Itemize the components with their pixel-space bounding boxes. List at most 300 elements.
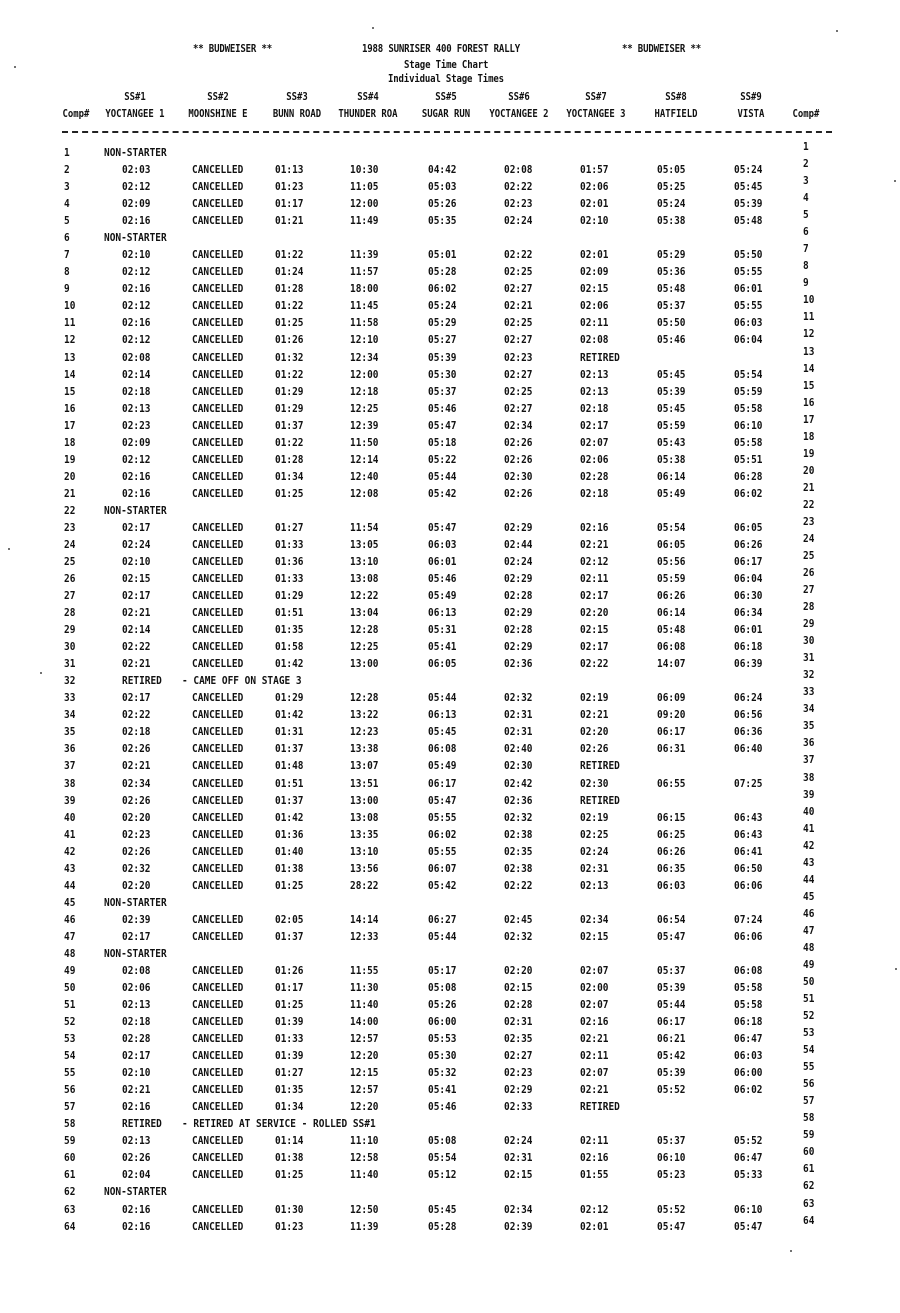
stage-time-cell: CANCELLED [192,401,244,415]
stage-time-cell: 02:32 [504,691,533,705]
comp-number-cell: 37 [803,753,815,767]
comp-number-cell: 6 [64,231,70,245]
comp-number-cell: 15 [803,378,815,392]
stage-time-cell: 05:48 [734,214,763,228]
stage-time-cell: CANCELLED [192,844,244,858]
stage-time-cell: CANCELLED [192,691,244,705]
stage-time-cell: 13:35 [350,827,379,841]
stage-time-cell: CANCELLED [192,316,244,330]
stage-time-cell: 06:27 [428,912,457,926]
stage-time-cell: 01:48 [275,759,304,773]
stage-time-cell: 02:11 [580,316,609,330]
stage-time-cell: 02:09 [580,265,609,279]
column-header-bottom: YOCTANGEE 2 [489,108,549,120]
stage-time-cell: CANCELLED [192,1202,244,1216]
stage-time-cell: 05:52 [657,1202,686,1216]
stage-time-cell: CANCELLED [192,555,244,568]
table-row [0,702,900,725]
stage-time-cell: 05:28 [428,265,457,279]
comp-number-cell: 16 [64,401,76,415]
stage-time-cell: 02:28 [504,998,533,1011]
comp-number-cell: 14 [803,361,815,375]
stage-time-cell: 12:58 [350,1151,379,1165]
table-row [0,975,900,998]
stage-time-cell: CANCELLED [192,1219,244,1233]
stage-time-cell: 02:10 [122,555,151,568]
comp-number-cell: 31 [64,657,76,671]
comp-number-cell: 53 [803,1026,815,1040]
stage-time-cell: 02:26 [122,793,151,807]
stage-time-cell: 01:39 [275,1049,304,1063]
stage-time-cell: 05:39 [657,1066,686,1080]
stage-time-cell: 05:37 [657,963,686,977]
stage-time-cell: 02:28 [504,623,533,637]
comp-number-cell: 7 [64,248,70,262]
column-header-bottom: SUGAR RUN [421,108,471,120]
stage-time-cell: CANCELLED [192,1083,244,1097]
stage-time-cell: NON-STARTER [104,146,167,159]
stage-time-cell: 02:26 [122,1151,151,1165]
stage-time-cell: CANCELLED [192,350,244,364]
comp-number-cell: 39 [803,787,815,801]
comp-number-cell: 38 [64,776,76,790]
stage-time-cell: 01:29 [275,691,304,705]
comp-number-cell: 40 [803,804,815,818]
stage-time-cell: 11:39 [350,248,379,262]
table-row [0,225,900,248]
stage-time-cell: 13:04 [350,606,379,620]
stage-time-cell: 05:33 [734,1168,763,1182]
stage-time-cell: CANCELLED [192,963,244,977]
stage-time-cell: RETIRED [580,350,620,364]
column-header-bottom: YOCTANGEE 3 [566,108,626,120]
table-row [0,446,900,470]
comp-number-cell: 49 [64,963,76,977]
table-row [0,1145,900,1168]
stage-time-cell: 05:45 [657,401,686,415]
stage-time-cell: 02:16 [122,1100,151,1114]
stage-time-cell: 12:23 [350,725,379,739]
stage-time-cell: CANCELLED [192,1134,244,1148]
table-row [0,566,900,589]
comp-number-cell: 46 [803,906,815,920]
table-row [0,157,900,180]
stage-time-cell: 01:30 [275,1202,304,1216]
comp-number-cell: 21 [803,480,815,494]
scan-speck [40,672,42,674]
stage-time-cell: CANCELLED [192,248,244,262]
comp-number-cell: 27 [64,589,76,602]
stage-time-cell: 02:21 [122,1083,151,1097]
comp-number-cell: 34 [803,702,815,716]
stage-time-cell: 05:41 [428,640,457,654]
stage-time-cell: 01:42 [275,810,304,824]
stage-time-cell: 01:25 [275,1168,304,1182]
stage-time-cell: 02:17 [580,640,609,654]
stage-time-cell: 05:44 [428,929,457,943]
stage-time-cell: CANCELLED [192,981,244,994]
stage-time-cell: 05:59 [657,572,686,585]
comp-number-cell: 14 [64,367,76,381]
stage-time-cell: 02:23 [504,350,533,364]
stage-time-cell: NON-STARTER [104,895,167,909]
stage-time-cell: 02:13 [122,401,151,415]
stage-time-cell: 02:36 [504,657,533,671]
stage-time-cell: 02:14 [122,367,151,381]
stage-time-cell: 05:24 [428,299,457,313]
stage-time-cell: 05:26 [428,197,457,211]
stage-time-cell: 01:34 [275,469,304,483]
stage-time-cell: NON-STARTER [104,231,167,245]
stage-time-cell: 05:39 [657,981,686,994]
column-header-top: SS#2 [207,91,229,103]
stage-time-cell: 01:17 [275,981,304,994]
stage-time-cell: 12:28 [350,691,379,705]
stage-time-cell: 02:38 [504,861,533,875]
stage-time-cell: 02:10 [122,248,151,262]
stage-time-cell: 02:36 [504,793,533,807]
comp-number-cell: 18 [64,435,76,449]
stage-time-cell: 06:02 [428,282,457,296]
stage-time-cell: 05:45 [428,725,457,739]
comp-number-cell: 20 [803,463,815,477]
comp-number-cell: 44 [64,878,76,892]
stage-time-cell: 11:40 [350,998,379,1011]
stage-time-cell: 02:21 [122,606,151,620]
stage-time-cell: 01:40 [275,844,304,858]
stage-time-cell: 02:15 [580,623,609,637]
column-header-bottom: BUNN ROAD [272,108,322,120]
column-header-bottom: MOONSHINE E [188,108,248,120]
stage-time-cell: 05:47 [734,1219,763,1233]
stage-time-cell: CANCELLED [192,776,244,790]
comp-number-cell: 60 [64,1151,76,1165]
event-title: 1988 SUNRISER 400 FOREST RALLY [362,42,521,55]
stage-time-cell: 01:57 [580,163,609,176]
stage-time-cell: 06:08 [657,640,686,654]
stage-time-cell: 02:12 [580,555,609,568]
comp-number-cell: 7 [803,242,809,256]
table-row [0,617,900,640]
stage-time-cell: 02:12 [122,333,151,347]
comp-number-cell: 47 [64,929,76,943]
stage-time-cell: 07:24 [734,912,763,926]
table-row [0,1179,900,1202]
stage-time-cell: 02:16 [122,316,151,330]
stage-time-cell: 06:50 [734,861,763,875]
stage-time-cell: 05:47 [428,520,457,534]
stage-time-cell: 01:33 [275,572,304,585]
stage-time-cell: 02:31 [504,708,533,722]
stage-time-cell: 02:33 [504,1100,533,1114]
stage-time-cell: 02:16 [580,1015,609,1028]
stage-time-cell: 05:43 [657,435,686,449]
stage-time-cell: 05:47 [657,1219,686,1233]
stage-time-cell: 06:10 [657,1151,686,1165]
stage-time-cell: 13:10 [350,844,379,858]
stage-time-cell: 02:28 [580,469,609,483]
comp-number-cell: 54 [64,1049,76,1063]
stage-time-cell: 02:29 [504,606,533,620]
stage-time-cell: 05:12 [428,1168,457,1182]
stage-time-cell: 14:07 [657,657,686,671]
stage-time-cell: 01:33 [275,537,304,551]
stage-time-cell: 01:35 [275,1083,304,1097]
comp-number-cell: 62 [803,1179,815,1193]
stage-time-cell: 05:48 [657,623,686,637]
table-row [0,787,900,811]
comp-number-cell: 33 [64,691,76,705]
stage-time-cell: 05:29 [657,248,686,262]
stage-time-cell: CANCELLED [192,197,244,211]
stage-time-cell: 02:28 [504,589,533,602]
stage-time-cell: 01:37 [275,742,304,756]
stage-time-cell: 06:05 [734,520,763,534]
comp-number-cell: 46 [64,912,76,926]
stage-time-cell: 12:15 [350,1066,379,1080]
column-header-top: SS#9 [740,91,762,103]
stage-time-cell: 05:44 [428,469,457,483]
table-row [0,327,900,350]
stage-time-cell: 05:55 [734,265,763,279]
stage-time-cell: 02:09 [122,435,151,449]
stage-time-cell: 01:22 [275,367,304,381]
stage-time-cell: 05:27 [428,333,457,347]
stage-time-cell: 01:29 [275,401,304,415]
table-row [0,310,900,333]
stage-time-cell: 05:17 [428,963,457,977]
stage-time-cell: 13:00 [350,793,379,807]
comp-number-cell: 40 [64,810,76,824]
stage-time-cell: 02:10 [122,1066,151,1080]
stage-time-cell: 01:28 [275,452,304,466]
stage-time-cell: 02:24 [580,844,609,858]
stage-time-cell: 05:32 [428,1066,457,1080]
stage-time-cell: 05:23 [657,1168,686,1182]
table-row [0,1213,900,1237]
stage-time-cell: 12:57 [350,1083,379,1097]
stage-time-cell: 02:11 [580,1134,609,1148]
stage-time-cell: 01:58 [275,640,304,654]
stage-time-cell: 05:29 [428,316,457,330]
stage-time-cell: 02:16 [580,520,609,534]
stage-time-cell: 02:39 [504,1219,533,1233]
comp-number-cell: 55 [803,1060,815,1074]
stage-time-cell: 02:06 [580,299,609,313]
stage-time-cell: 06:17 [428,776,457,790]
comp-number-cell: 45 [64,895,76,909]
stage-time-cell: 02:18 [122,384,151,398]
column-header-top: SS#1 [124,91,146,103]
stage-time-cell: 06:00 [734,1066,763,1080]
stage-time-cell: CANCELLED [192,810,244,824]
stage-time-cell: CANCELLED [192,537,244,551]
stage-time-cell: 05:55 [734,299,763,313]
stage-time-cell: 05:42 [657,1049,686,1063]
stage-time-cell: 13:08 [350,810,379,824]
comp-number-cell: 48 [64,946,76,960]
chart-subtitle: Individual Stage Times [388,72,504,85]
stage-time-cell: 05:53 [428,1032,457,1046]
stage-time-cell: 02:39 [122,912,151,926]
scan-speck [372,27,374,29]
stage-time-cell: 06:05 [428,657,457,671]
stage-time-cell: 01:14 [275,1134,304,1148]
comp-number-cell: 48 [803,940,815,954]
stage-time-cell: 05:59 [657,418,686,432]
stage-time-cell: 11:50 [350,435,379,449]
stage-time-cell: 06:43 [734,810,763,824]
stage-time-cell: 06:13 [428,606,457,620]
comp-number-cell: 43 [64,861,76,875]
stage-time-cell: 05:30 [428,367,457,381]
comp-number-cell: 26 [64,572,76,585]
stage-time-cell: 02:08 [580,333,609,347]
header-divider [62,131,832,133]
stage-time-cell: 02:15 [122,572,151,585]
table-row [0,293,900,316]
stage-time-cell: 12:25 [350,401,379,415]
table-row [0,276,900,299]
stage-time-cell: 02:29 [504,572,533,585]
stage-time-cell: 02:20 [504,963,533,977]
table-row [0,872,900,896]
stage-time-cell: CANCELLED [192,998,244,1011]
stage-time-cell: 10:30 [350,163,379,176]
comp-number-cell: 49 [803,957,815,971]
stage-time-cell: 05:41 [428,1083,457,1097]
comp-number-cell: 30 [64,640,76,654]
stage-time-cell: CANCELLED [192,623,244,637]
comp-number-cell: 33 [803,685,815,699]
comp-number-cell: 61 [64,1168,76,1182]
table-row [0,514,900,538]
comp-number-cell: 39 [64,793,76,807]
stage-time-cell: 02:25 [504,316,533,330]
table-row [0,736,900,759]
stage-time-cell: 06:13 [428,708,457,722]
stage-time-cell: 02:22 [580,657,609,671]
stage-time-cell: CANCELLED [192,384,244,398]
stage-time-cell: 02:23 [504,197,533,211]
stage-time-cell: 05:08 [428,981,457,994]
stage-time-cell: 18:00 [350,282,379,296]
stage-time-cell: 02:14 [122,623,151,637]
stage-time-cell: 05:37 [657,1134,686,1148]
comp-number-cell: 1 [64,146,70,159]
stage-time-cell: 05:08 [428,1134,457,1148]
stage-time-cell: 04:42 [428,163,457,176]
stage-time-cell: 02:07 [580,1066,609,1080]
stage-time-cell: 01:13 [275,163,304,176]
comp-number-cell: 43 [803,855,815,869]
stage-time-cell: 02:30 [504,469,533,483]
stage-time-cell: 01:34 [275,1100,304,1114]
comp-number-cell: 56 [803,1077,815,1091]
stage-time-cell: 06:02 [734,486,763,500]
stage-time-cell: 05:49 [657,486,686,500]
stage-time-cell: 05:58 [734,435,763,449]
stage-time-cell: 05:56 [657,555,686,568]
column-header-bottom: Comp# [792,108,820,120]
stage-time-cell: CANCELLED [192,929,244,943]
stage-time-cell: 06:41 [734,844,763,858]
stage-time-cell: 02:16 [122,486,151,500]
comp-number-cell: 63 [803,1196,815,1210]
stage-time-cell: NON-STARTER [104,503,167,517]
stage-time-cell: 13:00 [350,657,379,671]
table-row [0,923,900,947]
stage-time-cell: 11:58 [350,316,379,330]
stage-time-cell: 06:01 [428,555,457,568]
stage-time-cell: 02:24 [504,555,533,568]
stage-time-cell: 06:26 [734,537,763,551]
stage-time-cell: 02:12 [122,452,151,466]
comp-number-cell: 25 [803,549,815,562]
stage-time-cell: 13:05 [350,537,379,551]
comp-number-cell: 60 [803,1145,815,1159]
stage-time-cell: 01:23 [275,1219,304,1233]
table-row [0,174,900,197]
stage-time-cell: 02:12 [122,180,151,194]
scan-speck [8,548,10,550]
stage-time-cell: 05:44 [428,691,457,705]
stage-time-cell: 13:51 [350,776,379,790]
stage-time-cell: 01:51 [275,606,304,620]
stage-time-cell: CANCELLED [192,861,244,875]
table-row [0,395,900,419]
stage-time-cell: 06:18 [734,1015,763,1028]
stage-time-cell: 05:45 [657,367,686,381]
comp-number-cell: 2 [64,163,70,176]
comp-number-cell: 59 [64,1134,76,1148]
stage-time-cell: 01:38 [275,1151,304,1165]
stage-time-cell: 01:32 [275,350,304,364]
stage-time-cell: 05:24 [657,197,686,211]
stage-time-cell: 02:35 [504,844,533,858]
table-row [0,361,900,385]
stage-time-cell: 05:37 [428,384,457,398]
comp-number-cell: 5 [803,208,809,222]
table-row [0,1060,900,1083]
table-row [0,1026,900,1049]
stage-time-cell: 02:01 [580,197,609,211]
comp-number-cell: 3 [803,174,809,188]
stage-time-cell: 02:27 [504,401,533,415]
comp-number-cell: 13 [803,344,815,358]
table-row [0,651,900,674]
stage-time-cell: 01:26 [275,333,304,347]
comp-number-cell: 52 [64,1015,76,1028]
table-row [0,821,900,845]
stage-time-cell: 02:31 [580,861,609,875]
stage-time-cell: 02:06 [580,452,609,466]
stage-time-cell: 02:21 [580,537,609,551]
stage-time-cell: 01:24 [275,265,304,279]
table-row [0,1094,900,1117]
stage-time-cell: 14:14 [350,912,379,926]
scan-speck [895,968,897,970]
stage-time-cell: 02:12 [580,1202,609,1216]
stage-time-cell: 12:00 [350,367,379,381]
stage-time-cell: 02:34 [122,776,151,790]
stage-time-cell: 02:07 [580,998,609,1011]
stage-time-cell: 06:39 [734,657,763,671]
stage-time-cell: 05:51 [734,452,763,466]
stage-time-cell: 14:00 [350,1015,379,1028]
comp-number-cell: 6 [803,225,809,239]
comp-number-cell: 17 [64,418,76,432]
